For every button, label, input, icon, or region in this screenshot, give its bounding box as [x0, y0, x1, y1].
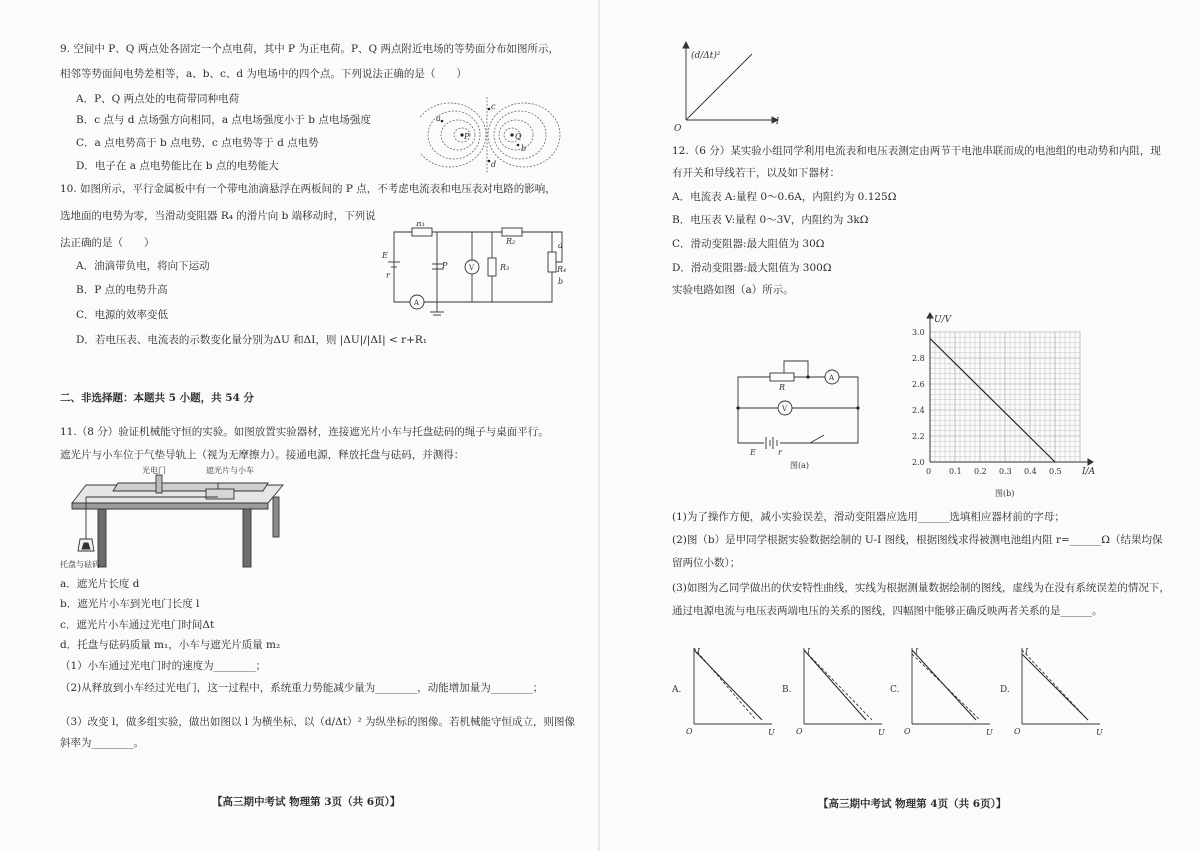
q11-item-b: b．遮光片小车到光电门长度 l — [60, 598, 200, 610]
choice-origin: O — [1014, 727, 1021, 736]
measured-line — [1022, 654, 1088, 720]
q12-sub-2b: 留两位小数）； — [672, 557, 741, 569]
ammeter-label: A — [414, 299, 420, 307]
q12-stem-2: 有开关和导线若干，以及如下器材： — [672, 167, 840, 179]
measured-line — [804, 650, 866, 720]
choice-xaxis: U — [768, 728, 775, 736]
q11-apparatus — [58, 463, 290, 571]
ideal-line — [912, 654, 980, 720]
q11-sub-2: （2)从释放到小车经过光电门，这一过程中，系统重力势能减少量为________，动能增加量为________； — [60, 682, 544, 694]
choice-xaxis: U — [878, 728, 885, 736]
chart-grid — [930, 332, 1080, 462]
label-e: E — [750, 448, 756, 457]
q9-stem-2: 相邻等势面间电势差相等，a、b、c、d 为电场中的四个点。下列说法正确的是（ ） — [60, 68, 467, 80]
q10-circuit — [382, 222, 577, 322]
x-tick-label: 0.5 — [1049, 467, 1062, 476]
y-tick-label: 2.8 — [912, 354, 925, 363]
label-r3: R₃ — [500, 263, 510, 272]
choice-origin: O — [904, 727, 911, 736]
label-q: Q — [515, 132, 522, 141]
footer-left: 【高三期中考试 物理第 3页（共 6页）】 — [212, 796, 401, 808]
chart-series — [930, 339, 1055, 463]
fig-b-label: 图(b) — [995, 489, 1015, 498]
label-p: P — [464, 132, 470, 141]
x-tick-label: 0.3 — [999, 467, 1012, 476]
choice-xaxis: U — [986, 728, 993, 736]
x-axis-arrow — [1088, 459, 1093, 465]
x-tick-label: 0 — [926, 467, 932, 476]
page-gutter — [598, 0, 600, 851]
label-r: r — [778, 448, 782, 457]
graph-ylabel: (d/Δt)² — [691, 51, 721, 61]
choice-graph-b — [782, 644, 892, 736]
q10-stem-1: 10. 如图所示，平行金属板中有一个带电油滴悬浮在两板间的 P 点，不考虑电流表和电压表对电路的影响， — [60, 183, 556, 195]
circuit-a — [728, 355, 863, 470]
q9-option-a: A．P、Q 两点处的电荷带同种电荷 — [76, 93, 240, 105]
label-tray: 托盘与砝码 — [60, 560, 100, 569]
q10-option-b: B．P 点的电势升高 — [76, 284, 168, 296]
q11-item-a: a．遮光片长度 d — [60, 578, 140, 590]
q11-sub-1: （1）小车通过光电门时的速度为________； — [60, 660, 267, 672]
chart-ylabel: U/V — [934, 315, 952, 325]
y-tick-label: 2.4 — [912, 406, 925, 415]
q10-stem-2: 选地面的电势为零，当滑动变阻器 R₄ 的滑片向 b 端移动时，下列说 — [60, 210, 376, 222]
charge-q-dot — [510, 133, 513, 136]
q10-stem-3: 法正确的是（ ） — [60, 237, 155, 249]
y-tick-label: 2.6 — [912, 380, 925, 389]
chart-xlabel: I/A — [1082, 467, 1095, 477]
q9-option-c: C．a 点电势高于 b 点电势，c 点电势等于 d 点电势 — [76, 137, 319, 149]
label-r4: R₄ — [557, 265, 567, 274]
equipotential-figure — [420, 95, 565, 175]
measured-line — [694, 650, 762, 720]
label-e: E — [382, 251, 388, 260]
label-cart: 遮光片与小车 — [206, 466, 254, 475]
x-tick-label: 0.2 — [974, 467, 987, 476]
q10-option-d: D．若电压表、电流表的示数变化量分别为ΔU 和ΔI，则 |ΔU|/|ΔI| < r+R₁ — [76, 334, 428, 346]
ideal-line — [694, 648, 756, 720]
q12-stem-1: 12.（6 分）某实验小组同学利用电流表和电压表测定由两节干电池串联而成的电池组的电动势和内阻，现 — [672, 145, 1161, 157]
label-a: a — [436, 114, 441, 123]
q9-option-d: D．电子在 a 点电势能比在 b 点的电势能大 — [76, 160, 279, 172]
choice-yaxis: I — [1025, 647, 1029, 656]
label-r2: R₂ — [506, 237, 516, 246]
section-heading: 二、非选择题：本题共 5 小题，共 54 分 — [60, 392, 255, 404]
label-b: b — [521, 144, 527, 153]
label-c: c — [491, 102, 496, 111]
choice-yaxis: I — [697, 647, 701, 656]
label-b: b — [558, 277, 564, 286]
q10-option-a: A．油滴带负电，将向下运动 — [76, 260, 210, 272]
label-r: r — [386, 271, 390, 280]
q11-stem-2: 遮光片与小车位于气垫导轨上（视为无摩擦力）。接通电源，释放托盘与砝码，并测得： — [60, 449, 465, 461]
graph-origin: O — [674, 124, 682, 134]
q12-sub-3b: 通过电源电流与电压表两端电压的关系的图线，四幅图中能够正确反映两者关系的是______。 — [672, 605, 1103, 617]
q12-sub-3: (3)如图为乙同学做出的伏安特性曲线，实线为根据测量数据绘制的图线，虚线为在没有系统误差的情况下， — [672, 582, 1170, 594]
q10-option-c: C．电源的效率变低 — [76, 309, 169, 321]
chart-xticks — [926, 467, 1062, 476]
ideal-line — [804, 650, 872, 720]
x-tick-label: 0.1 — [949, 467, 962, 476]
choice-origin: O — [796, 727, 803, 736]
q12-sub-2: (2)图（b）是甲同学根据实验数据绘制的 U-I 图线，根据图线求得被测电池组内阻 r=______Ω（结果均保 — [672, 534, 1163, 546]
y-tick-label: 2.0 — [912, 458, 925, 467]
q12-circuit-intro: 实验电路如图（a）所示。 — [672, 284, 794, 296]
choice-graph-c — [890, 644, 1000, 736]
choice-graph-a — [672, 644, 782, 736]
q11-item-c: c．遮光片小车通过光电门时间Δt — [60, 619, 215, 631]
footer-right: 【高三期中考试 物理第 4页（共 6页）】 — [818, 798, 1007, 810]
label-r-var: R — [779, 383, 786, 392]
q11-item-d: d．托盘与砝码质量 m₁，小车与遮光片质量 m₂ — [60, 639, 281, 651]
choice-xaxis: U — [1096, 728, 1103, 736]
choice-label: D. — [1000, 685, 1010, 695]
q12-option-c: C．滑动变阻器:最大阻值为 30Ω — [672, 238, 825, 250]
ammeter-label: A — [829, 374, 835, 382]
label-photogate: 光电门 — [142, 466, 166, 475]
q11-sub-3: （3）改变 l，做多组实验，做出如图以 l 为横坐标，以（d/Δt）² 为纵坐标的图像。若机械能守恒成立，则图像 — [60, 716, 576, 728]
y-tick-label: 3.0 — [912, 328, 925, 337]
q9-stem-1: 9. 空间中 P、Q 两点处各固定一个点电荷，其中 P 为正电荷。P、Q 两点附近电场的等势面分布如图所示， — [60, 43, 559, 55]
d-dt-graph — [672, 40, 792, 135]
choice-yaxis: I — [915, 647, 919, 656]
label-p: P — [442, 261, 448, 270]
ideal-line — [1022, 650, 1088, 720]
voltmeter-label: V — [782, 405, 788, 413]
q12-option-b: B．电压表 V:量程 0～3V，内阻约为 3kΩ — [672, 214, 869, 226]
label-r1: R₁ — [416, 222, 426, 228]
choice-label: A. — [672, 685, 682, 695]
q11-sub-3b: 斜率为________。 — [60, 737, 144, 749]
series-line — [930, 339, 1055, 463]
graph-xlabel: l — [776, 117, 779, 127]
y-tick-label: 2.2 — [912, 432, 925, 441]
x-tick-label: 0.4 — [1024, 467, 1037, 476]
ui-chart — [905, 310, 1095, 502]
label-a: a — [558, 241, 563, 250]
q9-option-b: B．c 点与 d 点场强方向相同，a 点电场强度小于 b 点电场强度 — [76, 114, 371, 126]
q12-sub-1: (1)为了操作方便，减小实验误差，滑动变阻器应选用______选填相应器材前的字母； — [672, 511, 1065, 523]
choice-label: C. — [890, 685, 900, 695]
label-d: d — [491, 160, 497, 169]
fig-a-label: 图(a) — [790, 461, 810, 470]
q11-stem-1: 11.（8 分）验证机械能守恒的实验。如图放置实验器材，连接遮光片小车与托盘砝码的绳子与桌面平行。 — [60, 426, 549, 438]
q12-option-a: A．电流表 A:量程 0～0.6A，内阻约为 0.125Ω — [672, 191, 897, 203]
y-axis-arrow — [927, 313, 933, 318]
choice-origin: O — [686, 727, 693, 736]
q12-option-d: D．滑动变阻器:最大阻值为 300Ω — [672, 262, 832, 274]
voltmeter-label: V — [469, 264, 475, 272]
measured-line — [912, 650, 976, 720]
choice-yaxis: I — [807, 647, 811, 656]
choice-label: B. — [782, 685, 792, 695]
choice-graph-d — [1000, 644, 1110, 736]
chart-yticks — [912, 328, 925, 467]
